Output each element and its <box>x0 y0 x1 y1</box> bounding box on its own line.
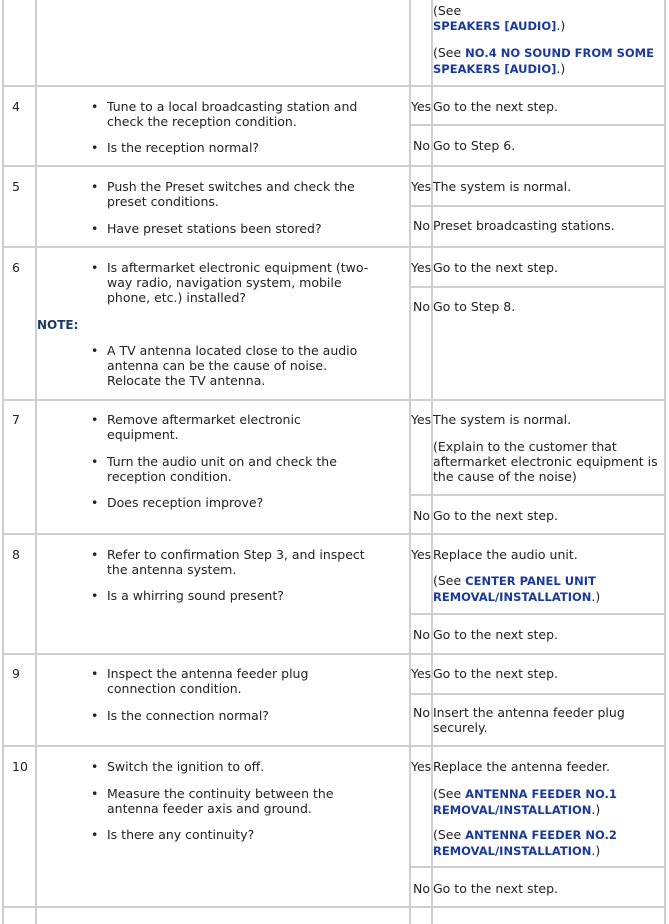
link-removal-installation[interactable]: REMOVAL/INSTALLATION <box>433 844 592 858</box>
bullet-line: • Refer to confirmation Step 3, and inspect <box>107 547 365 562</box>
see-reference <box>433 573 600 605</box>
bullet-line: • Is the reception normal? <box>107 140 260 155</box>
grid-line <box>2 653 666 655</box>
bullet-line: phone, etc.) installed? <box>107 290 247 305</box>
explanation-line: aftermarket electronic equipment is <box>433 454 658 469</box>
yes-label: Yes <box>411 547 432 562</box>
grid-line <box>409 205 666 207</box>
see-reference <box>433 3 565 34</box>
step-number: 9 <box>12 666 20 681</box>
explanation-line: (Explain to the customer that <box>433 439 617 454</box>
grid-line <box>35 0 37 924</box>
bullet-line: equipment. <box>107 427 179 442</box>
yes-label: Yes <box>411 179 432 194</box>
bullet-line: the antenna system. <box>107 562 237 577</box>
bullet-line: check the reception condition. <box>107 114 297 129</box>
bullet-line: • Turn the audio unit on and check the <box>107 454 337 469</box>
bullet-line: connection condition. <box>107 681 242 696</box>
see-suffix: .) <box>591 843 601 858</box>
bullet-line: Relocate the TV antenna. <box>107 373 266 388</box>
grid-line <box>2 246 666 248</box>
bullet-line: • Switch the ignition to off. <box>107 759 265 774</box>
no-result: Go to the next step. <box>433 881 558 896</box>
grid-line <box>2 85 666 87</box>
link-antenna-feeder-no1[interactable]: ANTENNA FEEDER NO.1 <box>465 787 617 801</box>
link-removal-installation[interactable]: REMOVAL/INSTALLATION <box>433 590 592 604</box>
no-result: Go to the next step. <box>433 508 558 523</box>
grid-line <box>409 693 666 695</box>
no-label: No <box>413 705 430 720</box>
question-bullet <box>91 827 254 842</box>
step-number: 8 <box>12 547 20 562</box>
bullet-line: • Is the connection normal? <box>107 708 269 723</box>
action-bullet <box>91 412 301 442</box>
link-speakers-audio[interactable]: SPEAKERS [AUDIO] <box>433 19 557 33</box>
see-prefix: (See <box>433 786 466 801</box>
action-bullet <box>91 786 334 816</box>
no-label: No <box>413 627 430 642</box>
see-suffix: .) <box>591 802 601 817</box>
link-removal-installation[interactable]: REMOVAL/INSTALLATION <box>433 803 592 817</box>
step-number: 5 <box>12 179 20 194</box>
bullet-line: • Measure the continuity between the <box>107 786 334 801</box>
grid-line <box>409 0 411 924</box>
link-center-panel-unit[interactable]: CENTER PANEL UNIT <box>465 574 596 588</box>
result-line: securely. <box>433 720 488 735</box>
question-bullet <box>91 495 263 510</box>
see-prefix: (See <box>433 827 466 842</box>
see-reference <box>433 45 654 77</box>
grid-line <box>409 613 666 615</box>
no-label: No <box>413 881 430 896</box>
note-bullet <box>91 343 357 388</box>
grid-line <box>664 0 666 924</box>
yes-result: Go to the next step. <box>433 99 558 114</box>
yes-result: The system is normal. <box>433 179 572 194</box>
no-label: No <box>413 138 430 153</box>
bullet-line: • Is there any continuity? <box>107 827 255 842</box>
yes-result: Replace the audio unit. <box>433 547 578 562</box>
action-bullet <box>91 547 365 577</box>
grid-line <box>2 399 666 401</box>
action-bullet <box>91 454 337 484</box>
yes-label: Yes <box>411 412 432 427</box>
bullet-line: preset conditions. <box>107 194 219 209</box>
grid-line <box>2 533 666 535</box>
explanation-line: the cause of the noise) <box>433 469 577 484</box>
yes-label: Yes <box>411 666 432 681</box>
link-no4-no-sound[interactable]: NO.4 NO SOUND FROM SOME <box>465 46 654 60</box>
grid-line <box>2 745 666 747</box>
grid-line <box>2 0 4 924</box>
bullet-line: • Inspect the antenna feeder plug <box>107 666 309 681</box>
grid-line <box>2 906 666 908</box>
question-bullet <box>91 588 284 603</box>
question-bullet <box>91 221 322 236</box>
question-bullet <box>91 140 259 155</box>
see-suffix: .) <box>556 61 566 76</box>
see-reference <box>433 827 617 859</box>
bullet-line: • Is aftermarket electronic equipment (two- <box>107 260 369 275</box>
step-number: 10 <box>12 759 28 774</box>
bullet-line: • A TV antenna located close to the audio <box>107 343 358 358</box>
action-bullet <box>91 179 355 209</box>
bullet-line: • Remove aftermarket electronic <box>107 412 301 427</box>
bullet-line: • Push the Preset switches and check the <box>107 179 355 194</box>
grid-line <box>2 165 666 167</box>
link-speakers-audio-2[interactable]: SPEAKERS [AUDIO] <box>433 62 557 76</box>
see-prefix: (See <box>433 3 462 18</box>
yes-result: The system is normal. <box>433 412 572 427</box>
no-label: No <box>413 508 430 523</box>
grid-line <box>409 494 666 496</box>
yes-result: Replace the antenna feeder. <box>433 759 610 774</box>
question-bullet <box>91 260 368 305</box>
see-suffix: .) <box>556 18 566 33</box>
step-number: 6 <box>12 260 20 275</box>
yes-explanation <box>433 439 658 484</box>
grid-line <box>409 286 666 288</box>
no-result: Go to Step 8. <box>433 299 516 314</box>
grid-line <box>409 124 666 126</box>
step-number: 4 <box>12 99 20 114</box>
bullet-line: • Is a whirring sound present? <box>107 588 284 603</box>
see-prefix: (See <box>433 573 466 588</box>
note-label: NOTE: <box>37 318 79 332</box>
bullet-line: • Have preset stations been stored? <box>107 221 322 236</box>
see-suffix: .) <box>591 589 601 604</box>
no-label: No <box>413 218 430 233</box>
see-prefix: (See <box>433 45 466 60</box>
yes-label: Yes <box>411 260 432 275</box>
bullet-line: way radio, navigation system, mobile <box>107 275 342 290</box>
yes-result: Go to the next step. <box>433 666 558 681</box>
action-bullet <box>91 759 264 774</box>
see-reference <box>433 786 617 818</box>
no-result: Go to Step 6. <box>433 138 516 153</box>
action-bullet <box>91 99 357 129</box>
link-antenna-feeder-no2[interactable]: ANTENNA FEEDER NO.2 <box>465 828 617 842</box>
bullet-line: antenna can be the cause of noise. <box>107 358 328 373</box>
question-bullet <box>91 708 269 723</box>
result-line: Insert the antenna feeder plug <box>433 705 625 720</box>
no-label: No <box>413 299 430 314</box>
no-result: Preset broadcasting stations. <box>433 218 615 233</box>
no-result <box>433 705 625 735</box>
action-bullet <box>91 666 308 696</box>
yes-label: Yes <box>411 99 432 114</box>
bullet-line: antenna feeder axis and ground. <box>107 801 312 816</box>
bullet-line: reception condition. <box>107 469 232 484</box>
bullet-line: • Does reception improve? <box>107 495 264 510</box>
step-number: 7 <box>12 412 20 427</box>
bullet-line: • Tune to a local broadcasting station and <box>107 99 358 114</box>
yes-result: Go to the next step. <box>433 260 558 275</box>
grid-line <box>409 866 666 868</box>
no-result: Go to the next step. <box>433 627 558 642</box>
yes-label: Yes <box>411 759 432 774</box>
